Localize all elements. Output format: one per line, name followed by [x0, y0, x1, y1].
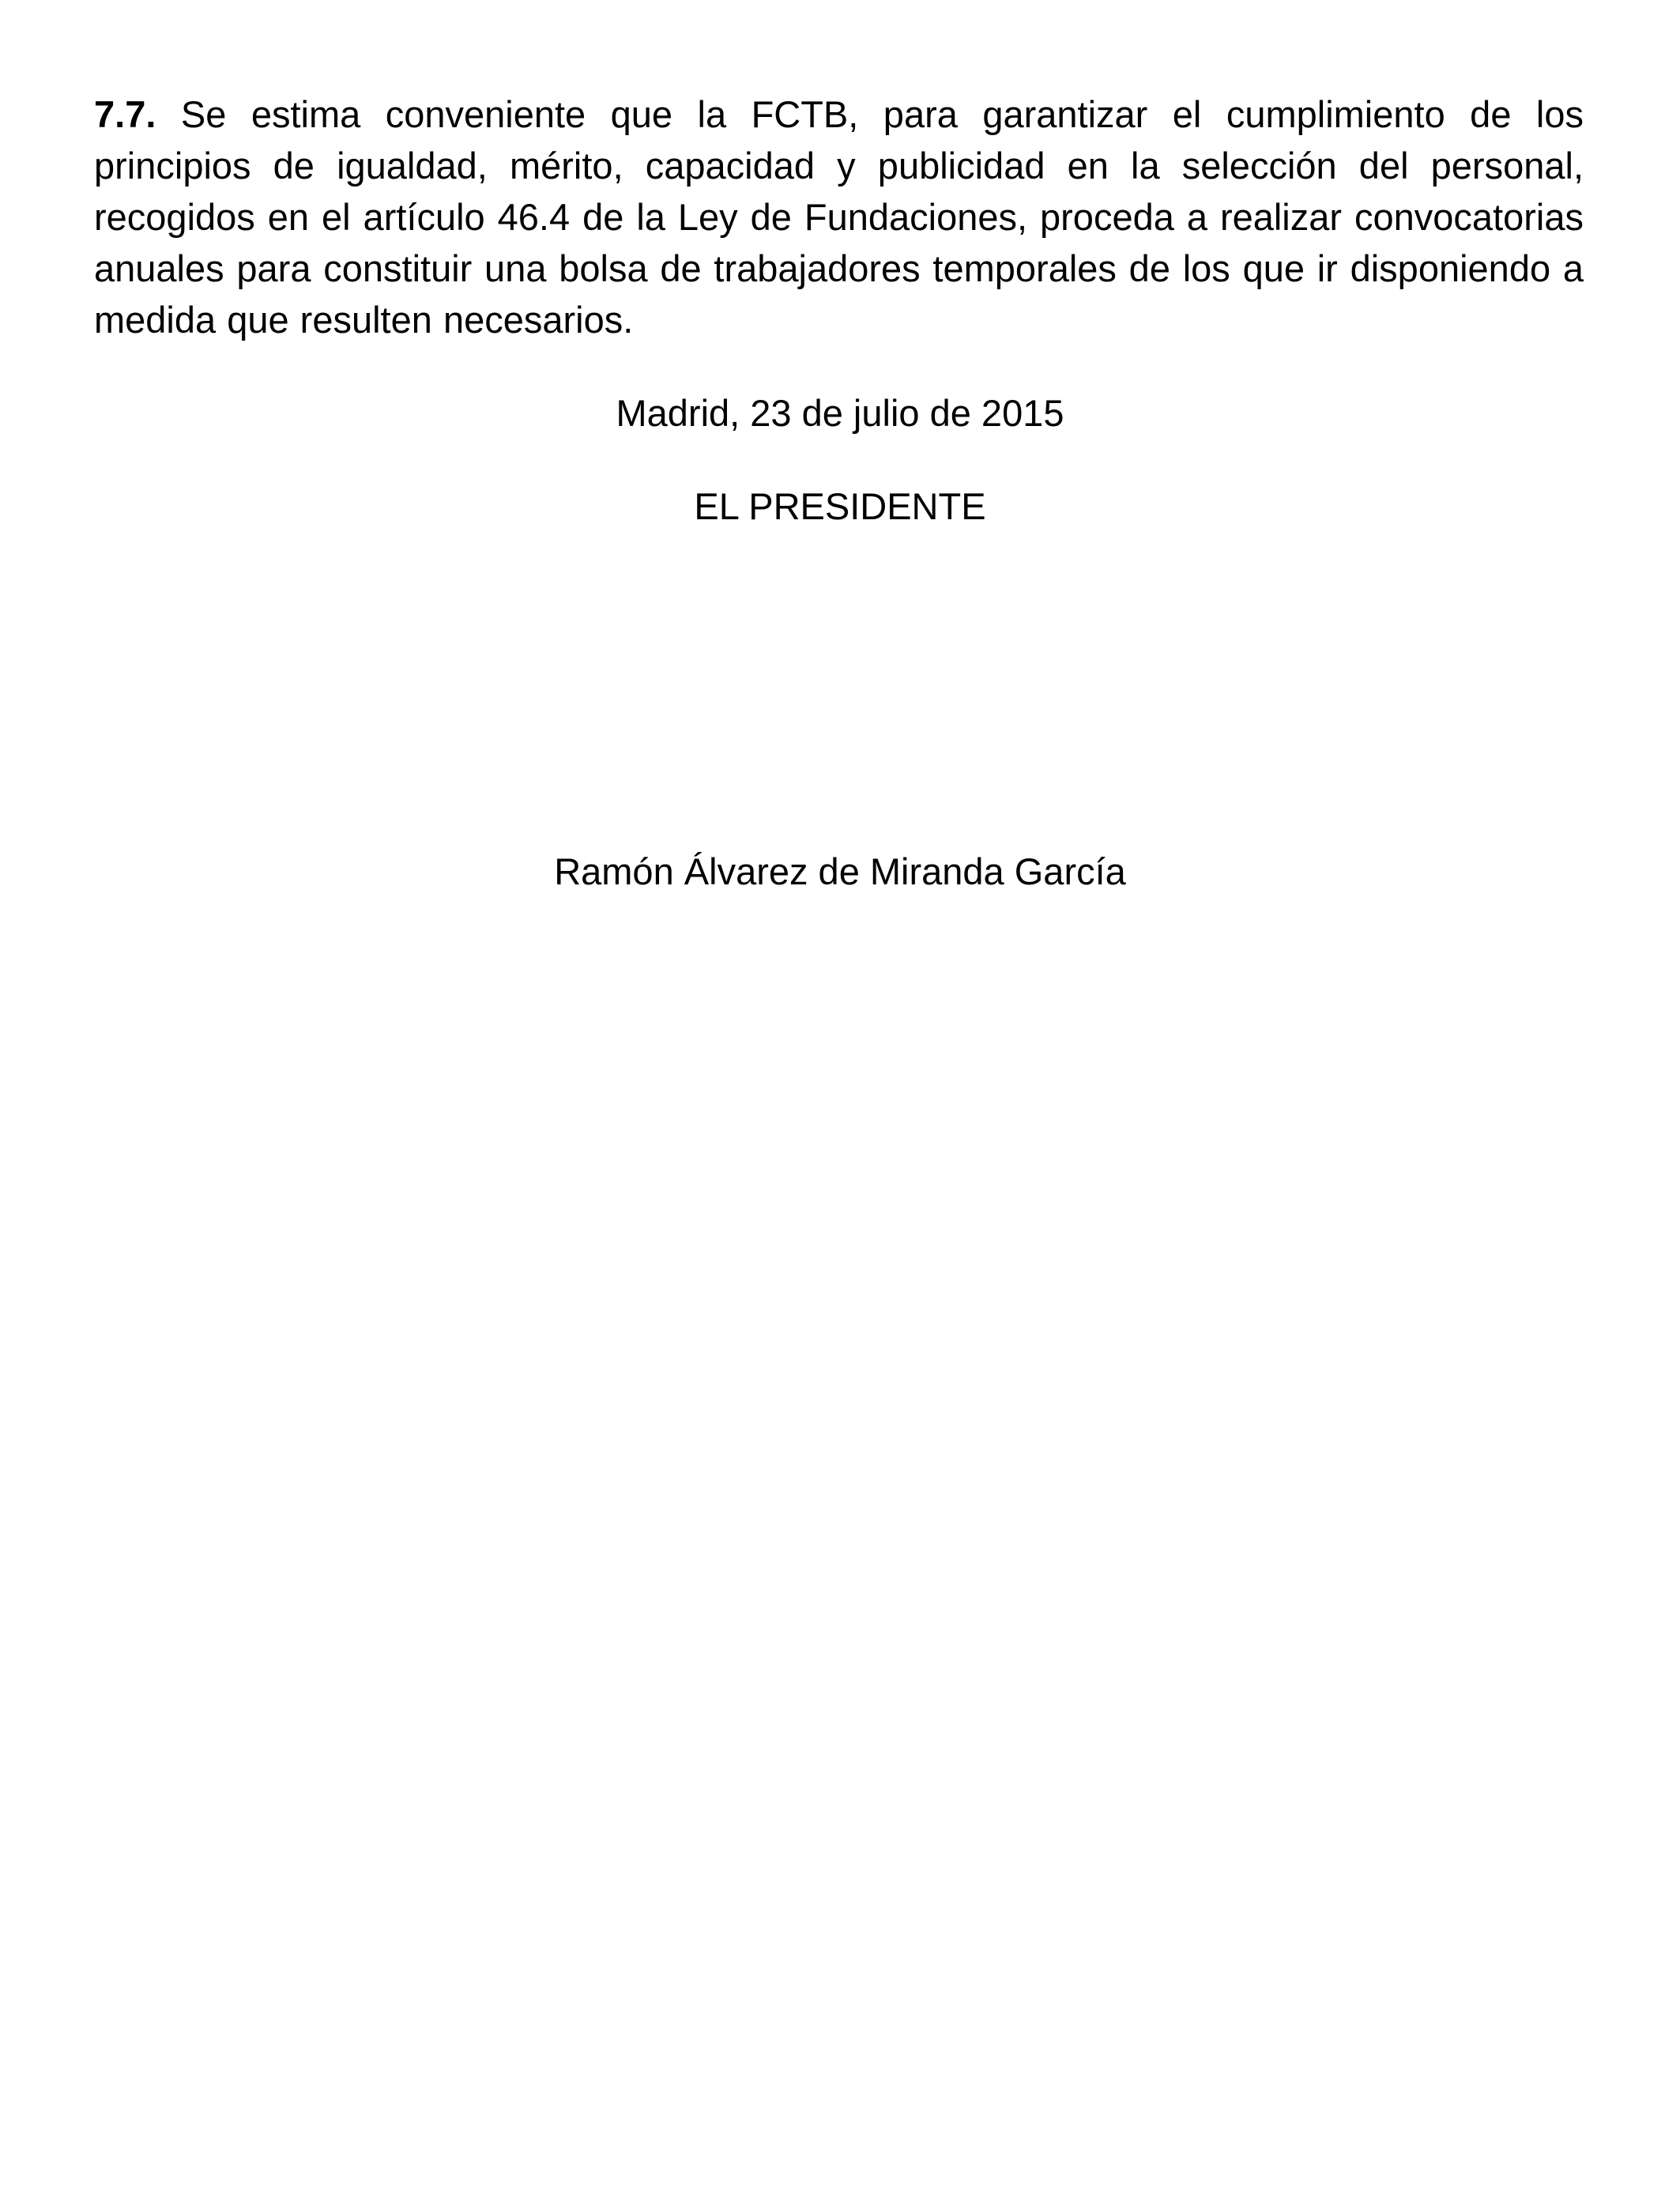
signatory-role: EL PRESIDENTE	[694, 485, 986, 527]
paragraph-7-7	[94, 89, 1584, 345]
paragraph-number: 7.7.	[94, 93, 156, 135]
signatory-name: Ramón Álvarez de Miranda García	[554, 850, 1126, 892]
place-date: Madrid, 23 de julio de 2015	[616, 392, 1064, 434]
paragraph-text: Se estima conveniente que la FCTB, para garantizar el cumplimiento de los principios de igualdad, mérito, capacidad y publicidad en la selección del personal, recogidos en el artículo 46.4 de la Ley de Fundaciones, proceda a realizar convocatorias anuales para constituir una bolsa de trabajadores temporales de los que ir disponiendo a medida que resulten necesarios.	[94, 93, 1584, 341]
